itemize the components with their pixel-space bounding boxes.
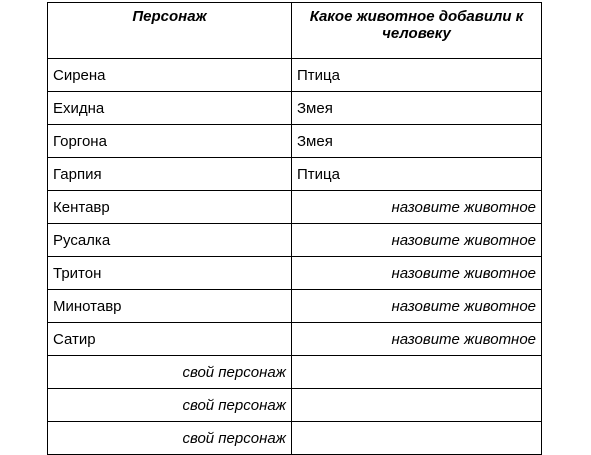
- character-cell: Сатир: [48, 323, 292, 356]
- animal-input-cell[interactable]: [292, 422, 542, 455]
- custom-character-input-cell[interactable]: свой персонаж: [48, 356, 292, 389]
- character-cell: Горгона: [48, 125, 292, 158]
- animal-input-cell[interactable]: [292, 389, 542, 422]
- animal-input-cell[interactable]: назовите животное: [292, 191, 542, 224]
- header-animal: Какое животное добавили к человеку: [292, 3, 542, 59]
- table-row: [48, 125, 542, 158]
- table-row: [48, 389, 542, 422]
- custom-character-input-cell[interactable]: свой персонаж: [48, 422, 292, 455]
- table-row: [48, 290, 542, 323]
- animal-input-cell[interactable]: [292, 356, 542, 389]
- animal-cell: Змея: [292, 125, 542, 158]
- header-character: Персонаж: [48, 3, 292, 59]
- character-cell: Тритон: [48, 257, 292, 290]
- animal-input-cell[interactable]: назовите животное: [292, 290, 542, 323]
- character-cell: Сирена: [48, 59, 292, 92]
- character-cell: Кентавр: [48, 191, 292, 224]
- animal-cell: Птица: [292, 158, 542, 191]
- table-row: [48, 59, 542, 92]
- table-row: [48, 257, 542, 290]
- characters-table: [47, 2, 542, 455]
- character-cell: Гарпия: [48, 158, 292, 191]
- table-row: [48, 224, 542, 257]
- animal-input-cell[interactable]: назовите животное: [292, 323, 542, 356]
- table-row: [48, 323, 542, 356]
- animal-input-cell[interactable]: назовите животное: [292, 224, 542, 257]
- table-row: [48, 92, 542, 125]
- animal-input-cell[interactable]: назовите животное: [292, 257, 542, 290]
- character-cell: Минотавр: [48, 290, 292, 323]
- table-row: [48, 191, 542, 224]
- table-header-row: [48, 3, 542, 59]
- animal-cell: Змея: [292, 92, 542, 125]
- custom-character-input-cell[interactable]: свой персонаж: [48, 389, 292, 422]
- animal-cell: Птица: [292, 59, 542, 92]
- character-cell: Ехидна: [48, 92, 292, 125]
- table-row: [48, 356, 542, 389]
- character-cell: Русалка: [48, 224, 292, 257]
- table-row: [48, 158, 542, 191]
- table-row: [48, 422, 542, 455]
